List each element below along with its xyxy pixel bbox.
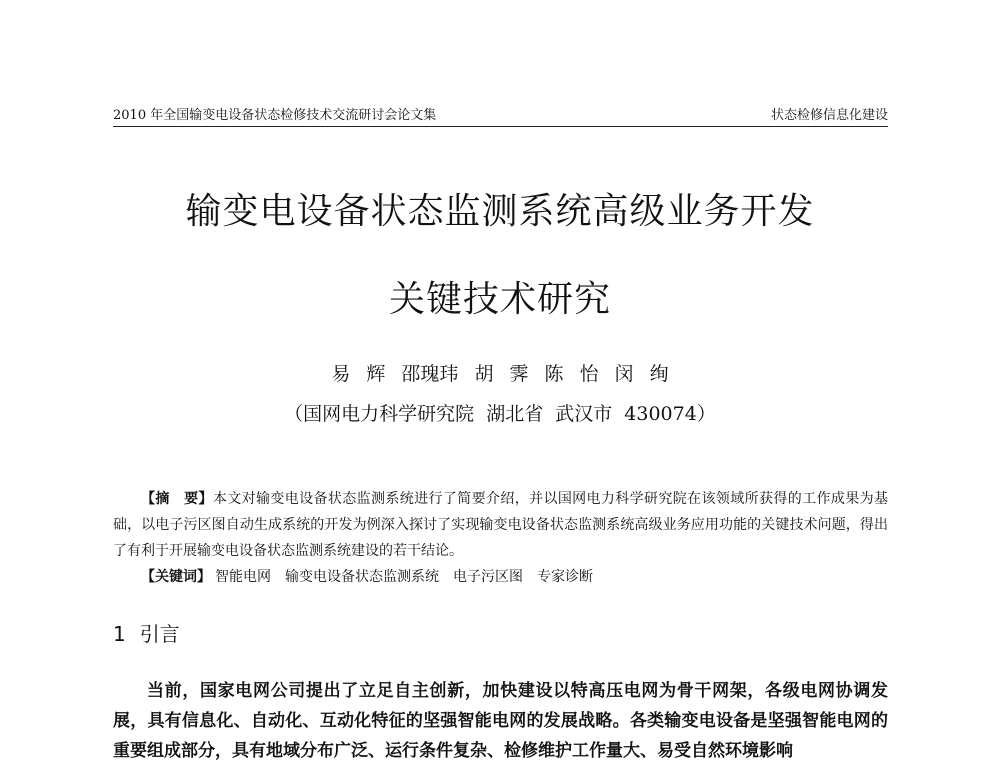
abstract-text: 本文对输变电设备状态监测系统进行了简要介绍，并以国网电力科学研究院在该领域所获得的工作成果为基础，以电子污区图自动生成系统的开发为例深入探讨了实现输变电设备状态监测系统高级业务应用功能的关键技术问题，得出了有利于开展输变电设备状态监测系统建设的若干结论。 [113,491,889,559]
body-paragraph: 当前，国家电网公司提出了立足自主创新，加快建设以特高压电网为骨干网架，各级电网协调发展，具有信息化、自动化、互动化特征的坚强智能电网的发展战略。各类输变电设备是坚强智能电网的重要组成部分，具有地域分布广泛、运行条件复杂、检修维护工作量大、易受自然环境影响 [113,681,888,761]
running-header [113,104,888,127]
section-number: 1 [113,622,126,646]
keywords-label: 【关键词】 [141,569,211,585]
section-heading [113,620,180,648]
running-header-left: 2010 年全国输变电设备状态检修技术交流研讨会论文集 [113,108,437,123]
abstract-label: 【摘 要】 [141,491,213,507]
paper-title-line-2: 关键技术研究 [388,279,611,320]
author-affiliation: （国网电力科学研究院 湖北省 武汉市 430074） [284,403,716,425]
abstract [113,486,888,564]
keyword-item: 智能电网 [215,569,271,585]
keyword-item: 专家诊断 [537,569,593,585]
author-list: 易 辉 邵瑰玮 胡 霁 陈 怡 闵 绚 [331,363,669,385]
running-header-right: 状态检修信息化建设 [770,108,888,123]
keyword-item: 电子污区图 [453,569,523,585]
keywords [113,564,888,590]
keyword-item: 输变电设备状态监测系统 [285,569,439,585]
section-title: 引言 [139,622,180,646]
paper-title-line-1: 输变电设备状态监测系统高级业务开发 [185,191,815,232]
